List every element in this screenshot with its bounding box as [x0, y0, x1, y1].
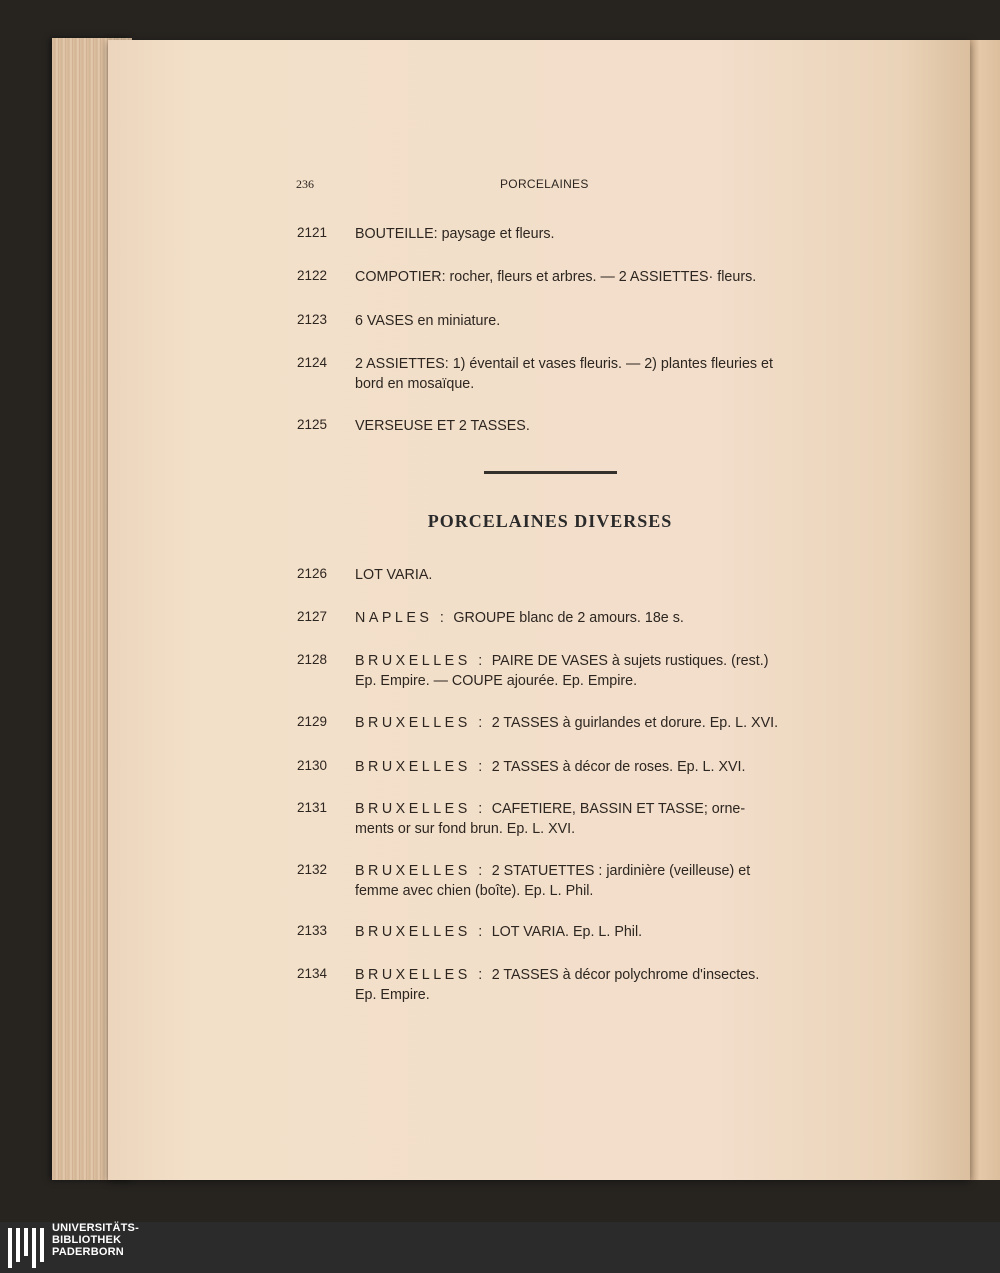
- lot-number: 2125: [297, 417, 328, 432]
- lot-description: COMPOTIER: rocher, fleurs et arbres. — 2 ASSIETTES· fleurs.: [355, 269, 757, 285]
- place-name: BRUXELLES :: [355, 967, 486, 983]
- lot-description: BRUXELLES : PAIRE DE VASES à sujets rustiques. (rest.) Ep. Empire. — COUPE ajourée. Ep. Empire.: [355, 653, 769, 689]
- running-section-title: PORCELAINES: [500, 177, 589, 191]
- lot-description: 2 ASSIETTES: 1) éventail et vases fleuris. — 2) plantes fleuries et bord en mosaïque.: [355, 356, 773, 392]
- lot-number: 2130: [297, 758, 328, 773]
- lot-number: 2127: [297, 609, 328, 624]
- library-logo-icon: [8, 1228, 48, 1268]
- lot-number: 2133: [297, 923, 328, 938]
- place-name: BRUXELLES :: [355, 715, 486, 731]
- lot-number: 2121: [297, 225, 328, 240]
- lot-number: 2129: [297, 714, 328, 729]
- lot-number: 2132: [297, 862, 328, 877]
- lot-number: 2122: [297, 268, 328, 283]
- lot-description: BRUXELLES : 2 TASSES à décor polychrome d'insectes. Ep. Empire.: [355, 967, 760, 1003]
- place-name: BRUXELLES :: [355, 801, 486, 817]
- library-footer: [0, 1222, 1000, 1273]
- place-name: BRUXELLES :: [355, 924, 486, 940]
- lot-number: 2126: [297, 566, 328, 581]
- lot-number: 2134: [297, 966, 328, 981]
- lot-number: 2131: [297, 800, 328, 815]
- place-name: NAPLES :: [355, 610, 448, 626]
- lot-description: NAPLES : GROUPE blanc de 2 amours. 18e s.: [355, 610, 684, 626]
- section-heading: PORCELAINES DIVERSES: [427, 511, 673, 531]
- place-name: BRUXELLES :: [355, 863, 486, 879]
- place-name: BRUXELLES :: [355, 653, 486, 669]
- lot-description: 6 VASES en miniature.: [355, 313, 501, 329]
- section-divider: [484, 471, 617, 474]
- place-name: BRUXELLES :: [355, 759, 486, 775]
- lot-description: BRUXELLES : 2 TASSES à guirlandes et dorure. Ep. L. XVI.: [355, 715, 779, 731]
- running-head: [0, 177, 1000, 197]
- page-number: 236: [296, 177, 314, 191]
- lot-description: LOT VARIA.: [355, 567, 433, 583]
- lot-description: BRUXELLES : 2 STATUETTES : jardinière (veilleuse) et femme avec chien (boîte). Ep. L. Phil.: [355, 863, 751, 899]
- lot-number: 2123: [297, 312, 328, 327]
- lot-description: BRUXELLES : CAFETIERE, BASSIN ET TASSE; orne- ments or sur fond brun. Ep. L. XVI.: [355, 801, 746, 837]
- facing-page-edge: [966, 40, 1000, 1180]
- library-logo-text: UNIVERSITÄTS- BIBLIOTHEK PADERBORN: [52, 1222, 139, 1258]
- lot-description: VERSEUSE ET 2 TASSES.: [355, 418, 530, 434]
- lot-description: BRUXELLES : 2 TASSES à décor de roses. Ep. L. XVI.: [355, 759, 746, 775]
- lot-description: BRUXELLES : LOT VARIA. Ep. L. Phil.: [355, 924, 643, 940]
- lot-number: 2124: [297, 355, 328, 370]
- lot-description: BOUTEILLE: paysage et fleurs.: [355, 226, 555, 242]
- lot-number: 2128: [297, 652, 328, 667]
